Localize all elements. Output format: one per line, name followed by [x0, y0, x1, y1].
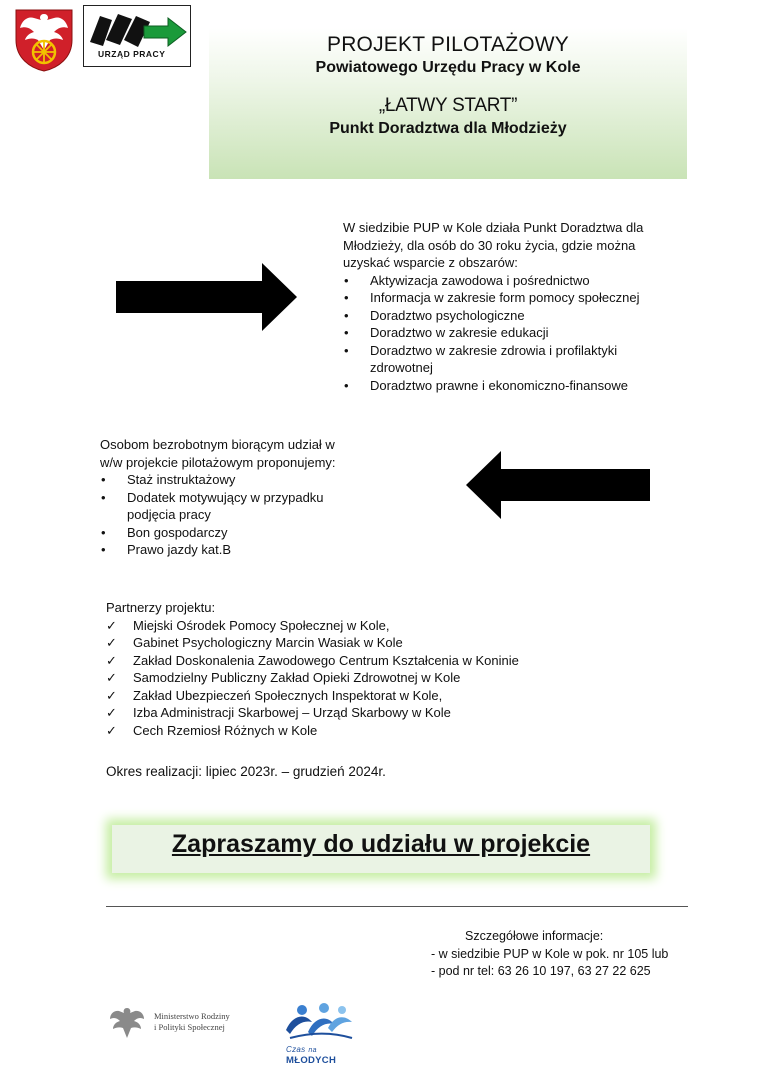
czas-word: Czas	[286, 1045, 306, 1054]
list-item: • Doradztwo w zakresie edukacji	[343, 324, 673, 342]
list-item: • Bon gospodarczy	[100, 524, 350, 542]
list-item: ✓ Miejski Ośrodek Pomocy Społecznej w Kole,	[106, 617, 586, 635]
offer-intro: Osobom bezrobotnym biorącym udział w w/w projekcie pilotażowym proponujemy:	[100, 437, 336, 470]
list-item: • Doradztwo w zakresie zdrowia i profilaktyki zdrowotnej	[343, 342, 673, 377]
contact-line: - pod nr tel: 63 26 10 197, 63 27 22 625	[431, 964, 651, 978]
page-subtitle: Powiatowego Urzędu Pracy w Kole	[315, 59, 581, 76]
counseling-section	[343, 219, 673, 394]
list-item: • Prawo jazdy kat.B	[100, 541, 350, 559]
people-figures-icon	[282, 1002, 356, 1044]
list-item: • Doradztwo psychologiczne	[343, 307, 673, 325]
urzad-pracy-logo	[83, 5, 191, 67]
offer-list	[100, 471, 350, 559]
ministry-line: Ministerstwo Rodziny	[154, 1011, 230, 1021]
arrow-right-icon	[116, 263, 298, 336]
ministry-logo	[108, 1005, 258, 1043]
counseling-list	[343, 272, 673, 395]
project-subtitle: Punkt Doradztwa dla Młodzieży	[329, 120, 567, 137]
partners-section	[106, 599, 586, 739]
coat-of-arms-icon	[12, 6, 76, 72]
urzad-pracy-label: URZĄD PRACY	[98, 49, 166, 59]
divider	[106, 906, 688, 907]
partners-list	[106, 617, 586, 740]
contact-line: - w siedzibie PUP w Kole w pok. nr 105 lub	[431, 946, 669, 961]
counseling-intro: W siedzibie PUP w Kole działa Punkt Doradztwa dla Młodzieży, dla osób do 30 roku życia, gdzie można uzyskać wsparcie z obszarów:	[343, 220, 644, 270]
eagle-emblem-icon	[108, 1005, 146, 1041]
list-item: • Dodatek motywujący w przypadku podjęcia pracy	[100, 489, 350, 524]
list-item: ✓ Gabinet Psychologiczny Marcin Wasiak w Kole	[106, 634, 586, 652]
list-item: • Aktywizacja zawodowa i pośrednictwo	[343, 272, 673, 290]
list-item: ✓ Cech Rzemiosł Różnych w Kole	[106, 722, 586, 740]
realization-period: Okres realizacji: lipiec 2023r. – grudzień 2024r.	[106, 764, 386, 779]
list-item: • Doradztwo prawne i ekonomiczno-finansowe	[343, 377, 673, 395]
invitation-text: Zapraszamy do udziału w projekcie	[171, 830, 591, 858]
list-item: ✓ Izba Administracji Skarbowej – Urząd Skarbowy w Kole	[106, 704, 586, 722]
offer-section	[100, 436, 350, 559]
list-item: ✓ Zakład Doskonalenia Zawodowego Centrum Kształcenia w Koninie	[106, 652, 586, 670]
partners-heading: Partnerzy projektu:	[106, 600, 216, 615]
ministry-line: i Polityki Społecznej	[154, 1022, 225, 1032]
list-item: ✓ Zakład Ubezpieczeń Społecznych Inspektorat w Kole,	[106, 687, 586, 705]
czas-na-mlodych-logo	[282, 1002, 356, 1066]
header-banner	[209, 28, 687, 179]
contact-title: Szczegółowe informacje:	[465, 929, 604, 943]
invitation-banner	[112, 825, 650, 873]
na-word: na	[308, 1047, 317, 1054]
arrow-left-icon	[466, 451, 651, 524]
project-name: „ŁATWY START”	[378, 95, 518, 116]
mlodych-word: MŁODYCH	[286, 1055, 337, 1066]
list-item: • Staż instruktażowy	[100, 471, 350, 489]
page-title: PROJEKT PILOTAŻOWY	[326, 33, 570, 56]
list-item: • Informacja w zakresie form pomocy społecznej	[343, 289, 673, 307]
list-item: ✓ Samodzielny Publiczny Zakład Opieki Zdrowotnej w Kole	[106, 669, 586, 687]
contact-info	[431, 928, 668, 981]
